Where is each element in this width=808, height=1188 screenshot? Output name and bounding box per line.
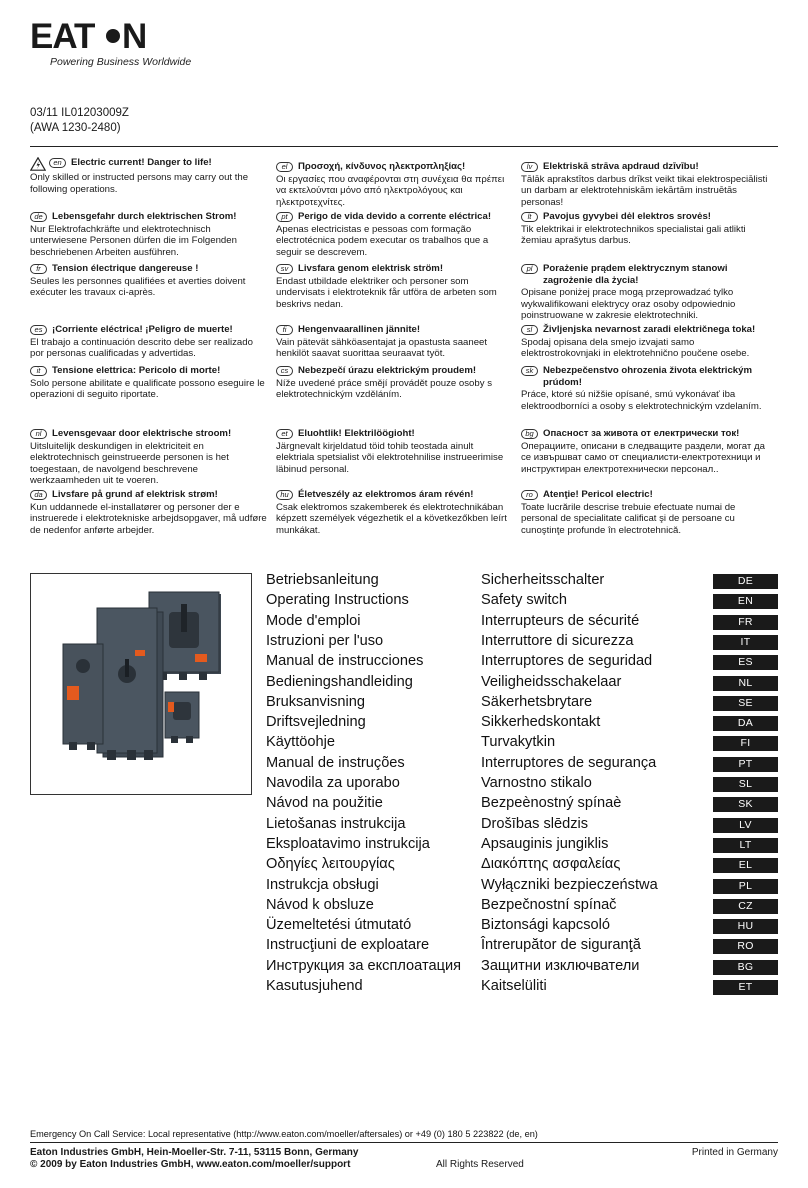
warning-body: Операциите, описани в следващите раздели, могат да се извършват само от специалисти-електротехници и инструктиран електротехнически персонал.. xyxy=(521,440,765,475)
warning-body: Tik elektrikai ir elektrotechnikos specialistai gali atlikti žemiau aprašytus darbus. xyxy=(521,223,746,246)
warning-title: Nebezpečenstvo ohrozenia života elektrickým prúdom! xyxy=(543,365,753,388)
warning-title: Elektriskā strāva apdraud dzīvību! xyxy=(543,161,699,172)
doc-range-line: (AWA 1230-2480) xyxy=(30,122,121,134)
warning-body: Apenas electricistas e pessoas com formação electrotécnica podem executar os trabalhos que a seguir se descrevem. xyxy=(276,223,489,258)
lang-badge: et xyxy=(276,429,293,439)
lang-badge: en xyxy=(49,158,66,168)
warning-title: Življenjska nevarnost zaradi električnega toka! xyxy=(543,324,756,335)
language-code: DA xyxy=(713,716,778,731)
doc-title: Eksploatavimo instrukcija xyxy=(266,835,430,852)
language-row xyxy=(266,673,778,693)
lang-badge: lt xyxy=(521,212,538,222)
product-name: Veiligheidsschakelaar xyxy=(481,673,622,690)
language-code: NL xyxy=(713,676,778,691)
lang-badge: nl xyxy=(30,429,47,439)
warning-el xyxy=(276,161,514,208)
lang-badge: el xyxy=(276,162,293,172)
svg-text:EAT: EAT xyxy=(30,18,95,52)
language-row xyxy=(266,693,778,713)
product-name: Interrupteurs de sécurité xyxy=(481,612,640,629)
language-code: LT xyxy=(713,838,778,853)
warning-sv xyxy=(276,263,514,310)
warning-title: Tension électrique dangereuse ! xyxy=(52,263,199,274)
language-row xyxy=(266,774,778,794)
warning-body: Práce, ktoré sú nižšie opísané, smú vykonávať iba elektroodborníci a osoby s elektrotechnickým vzdelaním. xyxy=(521,389,762,412)
language-row xyxy=(266,936,778,956)
warning-nl xyxy=(30,428,268,487)
warning-body: Järgnevalt kirjeldatud töid tohib teostada ainult elektriala spetsialist või elektrotehnilise instrueerimise läbinud personal. xyxy=(276,440,504,475)
language-code: LV xyxy=(713,818,778,833)
warning-title: Porażenie prądem elektrycznym stanowi zagrożenie dla życia! xyxy=(543,263,728,286)
lang-badge: bg xyxy=(521,429,538,439)
product-name: Sikkerhedskontakt xyxy=(481,714,601,731)
product-name: Biztonsági kapcsoló xyxy=(481,917,610,934)
warning-ro xyxy=(521,489,773,536)
warning-body: Níže uvedené práce smějí provádět pouze osoby s elektrotechnickým vzděláním. xyxy=(276,377,492,400)
language-code: SE xyxy=(713,696,778,711)
product-name: Interruptores de seguridad xyxy=(481,653,653,670)
language-row xyxy=(266,591,778,611)
lang-badge: ro xyxy=(521,490,538,500)
language-row xyxy=(266,713,778,733)
lang-badge: it xyxy=(30,366,47,376)
product-name: Säkerhetsbrytare xyxy=(481,693,593,710)
product-name: Interruptores de segurança xyxy=(481,754,657,771)
doc-title: Instrucţiuni de exploatare xyxy=(266,937,430,954)
warning-title: Perigo de vida devido a corrente eléctrica! xyxy=(298,211,492,222)
warning-hu xyxy=(276,489,514,536)
lang-badge: sk xyxy=(521,366,538,376)
warning-title: Atenţie! Pericol electric! xyxy=(543,489,653,500)
warning-body: Vain pätevät sähköasentajat ja opastusta saaneet henkilöt saavat suorittaa seuraavat työt. xyxy=(276,336,488,359)
language-code: ES xyxy=(713,655,778,670)
language-row xyxy=(266,835,778,855)
warning-sk xyxy=(521,365,773,412)
language-code: CZ xyxy=(713,899,778,914)
warning-body: Kun uddannede el-installatører og personer der e instruerede i elektrotekniske arbejdsopgaver, må udføre de nedenfor anførte arbejder. xyxy=(30,501,267,536)
lang-badge: de xyxy=(30,212,47,222)
doc-title: Driftsvejledning xyxy=(266,714,366,731)
language-row xyxy=(266,754,778,774)
language-code: DE xyxy=(713,574,778,589)
warning-body: Csak elektromos szakemberek és elektrotechnikában képzett személyek végezhetik el a következőkben leírt munkákat. xyxy=(276,501,507,536)
product-name: Apsauginis jungiklis xyxy=(481,835,609,852)
product-name: Διακόπτης ασφαλείας xyxy=(481,856,621,873)
document-number xyxy=(30,106,129,136)
language-row xyxy=(266,612,778,632)
product-photo xyxy=(30,573,252,795)
emergency-service: Emergency On Call Service: Local representative (http://www.eaton.com/moeller/aftersales) or +49 (0) 180 5 223822 (de, en) xyxy=(30,1129,538,1139)
warning-es xyxy=(30,324,268,360)
doc-title: Kasutusjuhend xyxy=(266,978,363,994)
product-name: Wyłączniki bezpieczeństwa xyxy=(481,876,658,893)
doc-title: Lietošanas instrukcija xyxy=(266,815,406,832)
warning-body: Tālāk aprakstītos darbus drīkst veikt tikai elektrospeciālisti un darbam ar elektrotehniskām iekārtām instruētās personas! xyxy=(521,173,768,208)
doc-title: Üzemeltetési útmutató xyxy=(266,917,412,934)
safety-warnings xyxy=(30,146,778,536)
enclosure-small-left xyxy=(63,644,103,750)
warning-body: Uitsluitelijk deskundigen in elektriciteit en elektrotechnisch geinstrueerde personen is het toegestaan, de navolgend beschrevene werkzaamheden uit te voeren. xyxy=(30,440,229,486)
eaton-logo xyxy=(30,18,150,52)
warning-title: Pavojus gyvybei dėl elektros srovės! xyxy=(543,211,711,222)
product-name: Sicherheitsschalter xyxy=(481,572,605,588)
warning-title: Nebezpečí úrazu elektrickým proudem! xyxy=(298,365,477,376)
language-code: HU xyxy=(713,919,778,934)
warning-lt xyxy=(521,211,773,247)
warning-body: Seules les personnes qualifiées et averties doivent exécuter les travaux ci-après. xyxy=(30,275,246,298)
language-code: FI xyxy=(713,736,778,751)
language-code: PT xyxy=(713,757,778,772)
lang-badge: sv xyxy=(276,264,293,274)
company-address: Eaton Industries GmbH, Hein-Moeller-Str. 7-11, 53115 Bonn, Germany xyxy=(30,1147,359,1158)
product-name: Kaitselüliti xyxy=(481,978,547,994)
doc-title: Návod na použitie xyxy=(266,795,383,812)
warning-pl xyxy=(521,263,773,322)
language-code: ET xyxy=(713,980,778,995)
warning-body: Nur Elektrofachkräfte und elektrotechnisch unterwiesene Personen dürfen die im Folgenden beschriebenen Arbeiten ausführen. xyxy=(30,223,237,258)
product-name: Drošības slēdzis xyxy=(481,815,589,832)
language-row xyxy=(266,571,778,591)
product-name: Защитни изключватели xyxy=(481,957,640,974)
language-code: SK xyxy=(713,797,778,812)
footer-divider xyxy=(30,1142,778,1143)
language-code: EL xyxy=(713,858,778,873)
doc-title: Operating Instructions xyxy=(266,592,409,609)
doc-title: Instrukcja obsługi xyxy=(266,876,379,893)
language-row xyxy=(266,632,778,652)
warning-da xyxy=(30,489,268,536)
doc-title: Betriebsanleitung xyxy=(266,572,379,588)
warning-fr xyxy=(30,263,268,299)
warning-pt xyxy=(276,211,514,258)
doc-title: Bedieningshandleiding xyxy=(266,673,413,690)
warning-body: Only skilled or instructed persons may carry out the following operations. xyxy=(30,172,249,195)
svg-text:N: N xyxy=(122,18,148,52)
doc-title: Mode d'emploi xyxy=(266,612,361,629)
warning-de xyxy=(30,211,268,258)
warning-body: El trabajo a continuación descrito debe ser realizado por personas cualificadas y advertidas. xyxy=(30,336,253,359)
warning-et xyxy=(276,428,514,475)
language-code: IT xyxy=(713,635,778,650)
doc-title: Οδηγίες λειτουργίας xyxy=(266,856,395,873)
lang-badge: sl xyxy=(521,325,538,335)
doc-title: Käyttöohje xyxy=(266,734,335,751)
lang-badge: lv xyxy=(521,162,538,172)
warning-bg xyxy=(521,428,773,475)
warning-body: Endast utbildade elektriker och personer som undervisats i elektroteknik får utföra de arbeten som beskrivs nedan. xyxy=(276,275,497,310)
warning-body: Opisane poniżej prace mogą przeprowadzać tylko wykwalifikowani elektrycy oraz osoby odpowiednio poinstruowane w zakresie elektrotechniki. xyxy=(521,287,736,321)
doc-title: Návod k obsluze xyxy=(266,896,374,913)
language-code: PL xyxy=(713,879,778,894)
warning-body: Toate lucrările descrise trebuie efectuate numai de personal de specialitate calificat şi de persoane cu cunoştinţe profunde în electrotehnică. xyxy=(521,501,736,536)
product-name: Bezpeènostný spínaè xyxy=(481,795,622,812)
language-row xyxy=(266,957,778,977)
lang-badge: cs xyxy=(276,366,293,376)
warning-triangle-icon xyxy=(30,157,46,171)
lang-badge: da xyxy=(30,490,47,500)
warning-title: ¡Corriente eléctrica! ¡Peligro de muerte! xyxy=(52,324,233,335)
warning-it xyxy=(30,365,268,401)
warning-title: Опасност за живота от електрически ток! xyxy=(543,428,740,439)
warning-body: Solo persone abilitate e qualificate possono eseguire le operazioni di seguito riportate. xyxy=(30,377,265,400)
product-name: Interruttore di sicurezza xyxy=(481,632,634,649)
warning-title: Προσοχή, κίνδυνος ηλεκτροπληξίας! xyxy=(298,161,466,172)
doc-title: Manual de instrucciones xyxy=(266,653,424,670)
warning-title: Electric current! Danger to life! xyxy=(71,157,212,168)
language-row xyxy=(266,916,778,936)
warning-body: Οι εργασίες που αναφέρονται στη συνέχεια θα πρέπει να εκτελούνται μόνο από ηλεκτρολόγους και ηλεκτροτεχνίτες. xyxy=(276,173,505,208)
warning-sl xyxy=(521,324,773,360)
language-row xyxy=(266,855,778,875)
all-rights-reserved: All Rights Reserved xyxy=(436,1159,524,1170)
language-row xyxy=(266,652,778,672)
language-row xyxy=(266,977,778,997)
warning-fi xyxy=(276,324,514,360)
warning-title: Eluohtlik! Elektrilöögioht! xyxy=(298,428,415,439)
language-row xyxy=(266,896,778,916)
doc-title: Navodila za uporabo xyxy=(266,775,400,791)
warning-lv xyxy=(521,161,773,208)
warning-cs xyxy=(276,365,514,401)
language-code: RO xyxy=(713,939,778,954)
warning-title: Livsfare på grund af elektrisk strøm! xyxy=(52,489,218,500)
enclosure-small-right xyxy=(165,692,199,743)
lang-badge: hu xyxy=(276,490,293,500)
warning-title: Tensione elettrica: Pericolo di morte! xyxy=(52,365,221,376)
printed-in: Printed in Germany xyxy=(691,1147,778,1158)
language-row xyxy=(266,876,778,896)
product-name: Varnostno stikalo xyxy=(481,775,592,791)
language-row xyxy=(266,794,778,814)
doc-number-line: 03/11 IL01203009Z xyxy=(30,107,129,119)
product-name: Bezpečnostní spínač xyxy=(481,896,617,913)
doc-title: Manual de instruções xyxy=(266,754,405,771)
doc-title: Istruzioni per l'uso xyxy=(266,632,384,649)
lang-badge: fr xyxy=(30,264,47,274)
lang-badge: fi xyxy=(276,325,293,335)
warning-title: Lebensgefahr durch elektrischen Strom! xyxy=(52,211,237,222)
copyright: © 2009 by Eaton Industries GmbH, www.eaton.com/moeller/support xyxy=(30,1159,351,1170)
language-code: SL xyxy=(713,777,778,792)
product-name: Întrerupător de siguranţă xyxy=(481,937,641,954)
language-code: BG xyxy=(713,960,778,975)
warning-title: Hengenvaarallinen jännite! xyxy=(298,324,421,335)
tagline: Powering Business Worldwide xyxy=(50,56,192,68)
product-name: Turvakytkin xyxy=(481,734,556,751)
language-row xyxy=(266,815,778,835)
warning-title: Levensgevaar door elektrische stroom! xyxy=(52,428,232,439)
language-code: EN xyxy=(713,594,778,609)
warning-title: Livsfara genom elektrisk ström! xyxy=(298,263,444,274)
language-row xyxy=(266,733,778,753)
warning-en xyxy=(30,157,268,195)
enclosure-medium xyxy=(97,608,163,760)
warning-title: Életveszély az elektromos áram révén! xyxy=(298,489,474,500)
warning-body: Spodaj opisana dela smejo izvajati samo elektrostrokovnjaki in elektrotehnično poučene osebe. xyxy=(521,336,750,359)
doc-title: Bruksanvisning xyxy=(266,693,365,710)
lang-badge: es xyxy=(30,325,47,335)
language-code: FR xyxy=(713,615,778,630)
safety-switch-illustration xyxy=(31,574,252,795)
doc-title: Инструкция за експлоатация xyxy=(266,957,461,974)
lang-badge: pl xyxy=(521,264,538,274)
lang-badge: pt xyxy=(276,212,293,222)
product-name: Safety switch xyxy=(481,592,567,609)
